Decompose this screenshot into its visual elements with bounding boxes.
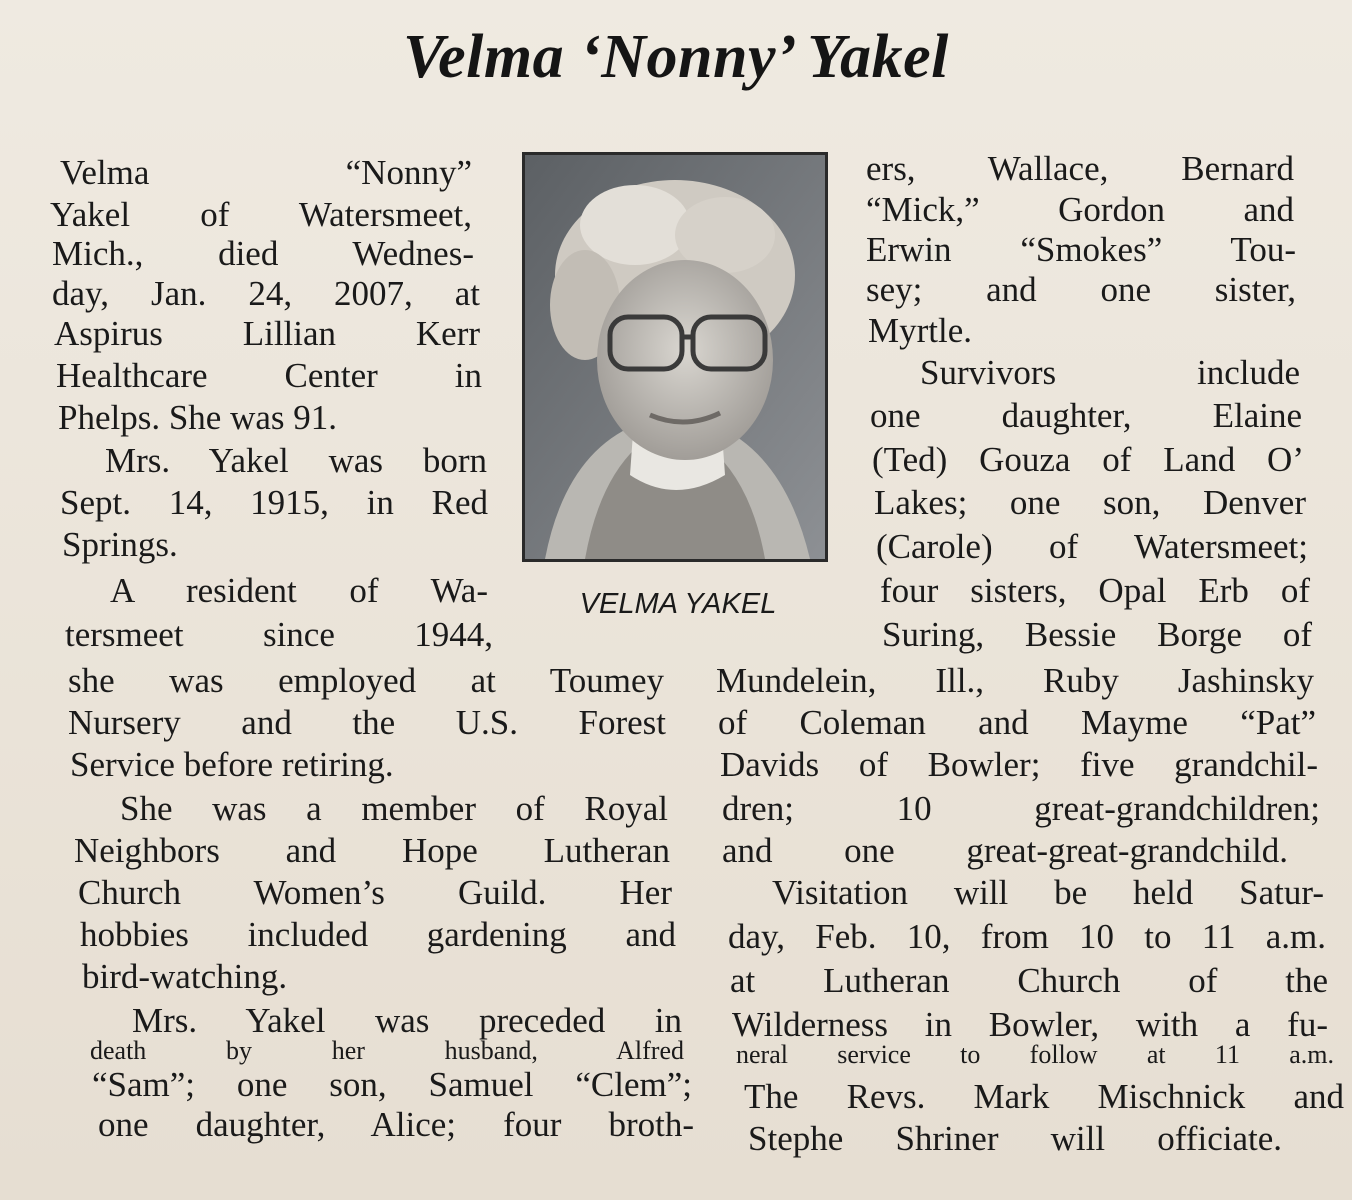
left-line-22: death by her husband, Alfred: [90, 1036, 684, 1065]
left-line-18: Church Women’s Guild. Her: [78, 873, 672, 912]
right-line-1: ers, Wallace, Bernard: [866, 149, 1294, 188]
left-line-11: A resident of Wa-: [110, 571, 488, 610]
right-line-5: Myrtle.: [868, 311, 973, 350]
left-line-23: “Sam”; one son, Samuel “Clem”;: [92, 1065, 692, 1104]
left-line-3: Mich., died Wednes-: [52, 234, 474, 273]
left-line-14: Nursery and the U.S. Forest: [68, 703, 666, 742]
left-line-16: She was a member of Royal: [120, 789, 668, 828]
left-line-6: Healthcare Center in: [56, 356, 482, 395]
left-line-4: day, Jan. 24, 2007, at: [52, 274, 480, 313]
left-line-2: Yakel of Watersmeet,: [50, 195, 472, 234]
right-line-14: of Coleman and Mayme “Pat”: [718, 703, 1316, 742]
right-line-7: one daughter, Elaine: [870, 396, 1302, 435]
photo-caption: VELMA YAKEL: [579, 588, 777, 620]
right-line-12: Suring, Bessie Borge of: [882, 615, 1312, 654]
left-line-8: Mrs. Yakel was born: [105, 441, 487, 480]
left-line-20: bird-watching.: [82, 957, 288, 996]
left-line-5: Aspirus Lillian Kerr: [54, 314, 480, 353]
left-line-19: hobbies included gardening and: [80, 915, 676, 954]
left-line-15: Service before retiring.: [70, 745, 394, 784]
obituary-title: Velma ‘Nonny’ Yakel: [403, 23, 949, 91]
right-line-16: dren; 10 great-grandchildren;: [722, 789, 1320, 828]
right-line-3: Erwin “Smokes” Tou-: [866, 230, 1296, 269]
left-line-24: one daughter, Alice; four broth-: [98, 1105, 694, 1144]
left-line-7: Phelps. She was 91.: [58, 398, 338, 437]
right-line-20: at Lutheran Church of the: [730, 961, 1328, 1000]
right-line-21: Wilderness in Bowler, with a fu-: [732, 1005, 1328, 1044]
right-line-22: neral service to follow at 11 a.m.: [736, 1040, 1334, 1069]
left-line-17: Neighbors and Hope Lutheran: [74, 831, 670, 870]
left-line-9: Sept. 14, 1915, in Red: [60, 483, 488, 522]
left-line-10: Springs.: [62, 525, 178, 564]
right-line-13: Mundelein, Ill., Ruby Jashinsky: [716, 661, 1314, 700]
right-line-11: four sisters, Opal Erb of: [880, 571, 1310, 610]
left-line-1: Velma “Nonny”: [60, 153, 472, 192]
right-line-6: Survivors include: [920, 353, 1300, 392]
right-line-24: Stephe Shriner will officiate.: [748, 1119, 1282, 1158]
right-line-9: Lakes; one son, Denver: [874, 483, 1306, 522]
right-line-18: Visitation will be held Satur-: [772, 873, 1324, 912]
portrait-photo-icon: [525, 155, 825, 559]
right-line-15: Davids of Bowler; five grandchil-: [720, 745, 1318, 784]
right-line-4: sey; and one sister,: [866, 270, 1296, 309]
right-line-17: and one great-great-grandchild.: [722, 831, 1288, 870]
right-line-23: The Revs. Mark Mischnick and: [744, 1077, 1344, 1116]
left-line-13: she was employed at Toumey: [68, 661, 664, 700]
right-line-10: (Carole) of Watersmeet;: [876, 527, 1308, 566]
portrait-photo: [522, 152, 828, 562]
left-line-12: tersmeet since 1944,: [65, 615, 493, 654]
right-line-2: “Mick,” Gordon and: [866, 190, 1294, 229]
right-line-19: day, Feb. 10, from 10 to 11 a.m.: [728, 917, 1326, 956]
right-line-8: (Ted) Gouza of Land O’: [872, 440, 1304, 479]
left-line-21: Mrs. Yakel was preceded in: [132, 1001, 682, 1040]
